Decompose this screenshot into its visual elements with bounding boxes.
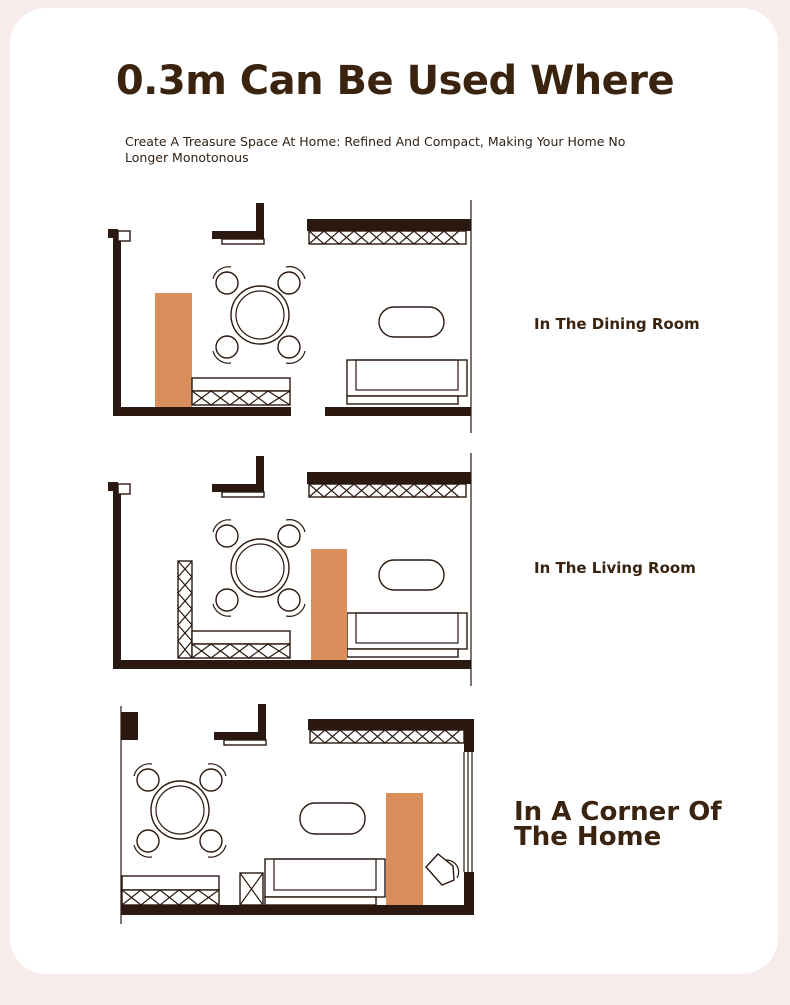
page-title: 0.3m Can Be Used Where bbox=[115, 58, 675, 104]
sofa bbox=[347, 360, 467, 404]
window-sill bbox=[224, 740, 266, 745]
tv-cabinet bbox=[309, 231, 466, 244]
bottom-wall bbox=[121, 905, 474, 915]
top-wall-stub bbox=[256, 456, 264, 492]
left-wall bbox=[113, 484, 121, 669]
slim-cabinet-highlight bbox=[386, 793, 423, 905]
coffee-table bbox=[300, 803, 365, 834]
floor-plan-dining bbox=[100, 195, 480, 440]
bottom-wall-right bbox=[325, 407, 471, 416]
top-wall-right bbox=[307, 219, 471, 231]
wall-corner bbox=[108, 482, 118, 491]
dining-table bbox=[134, 764, 226, 857]
right-wall-bottom bbox=[464, 872, 474, 915]
tv-cabinet bbox=[309, 484, 466, 497]
sofa bbox=[347, 613, 467, 657]
top-wall-right bbox=[308, 719, 474, 730]
scene-label-corner: In A Corner Of The Home bbox=[514, 797, 722, 852]
sideboard bbox=[192, 631, 290, 658]
tall-shelf bbox=[178, 561, 192, 658]
door-jamb bbox=[118, 231, 130, 241]
top-wall-stub bbox=[256, 203, 264, 239]
left-wall-corner bbox=[121, 712, 138, 740]
slim-cabinet-highlight bbox=[311, 549, 347, 660]
window-sill bbox=[222, 239, 264, 244]
bottom-wall-left bbox=[113, 407, 291, 416]
dining-table bbox=[213, 267, 305, 364]
window-sill bbox=[222, 492, 264, 497]
scene-label-living: In The Living Room bbox=[534, 559, 696, 577]
coffee-table bbox=[379, 307, 444, 337]
side-table bbox=[240, 873, 263, 905]
door-jamb bbox=[118, 484, 130, 494]
sideboard bbox=[122, 876, 219, 905]
right-wall-top bbox=[464, 719, 474, 752]
left-wall bbox=[113, 231, 121, 416]
top-wall-stub bbox=[258, 704, 266, 740]
slim-cabinet-highlight bbox=[155, 293, 192, 407]
top-wall-right bbox=[307, 472, 471, 484]
tv-cabinet bbox=[310, 730, 464, 743]
floor-plan-living bbox=[100, 448, 480, 693]
wall-corner bbox=[108, 229, 118, 238]
lounge-chair bbox=[426, 854, 459, 885]
coffee-table bbox=[379, 560, 444, 590]
dining-table bbox=[213, 520, 305, 617]
scene-label-dining: In The Dining Room bbox=[534, 315, 700, 333]
sofa bbox=[265, 859, 385, 905]
floor-plan-corner bbox=[112, 700, 484, 930]
page-subtitle: Create A Treasure Space At Home: Refined And Compact, Making Your Home No Longer Monotonous bbox=[125, 134, 626, 165]
bottom-wall bbox=[113, 660, 471, 669]
sideboard bbox=[192, 378, 290, 405]
balcony-window bbox=[464, 752, 472, 872]
